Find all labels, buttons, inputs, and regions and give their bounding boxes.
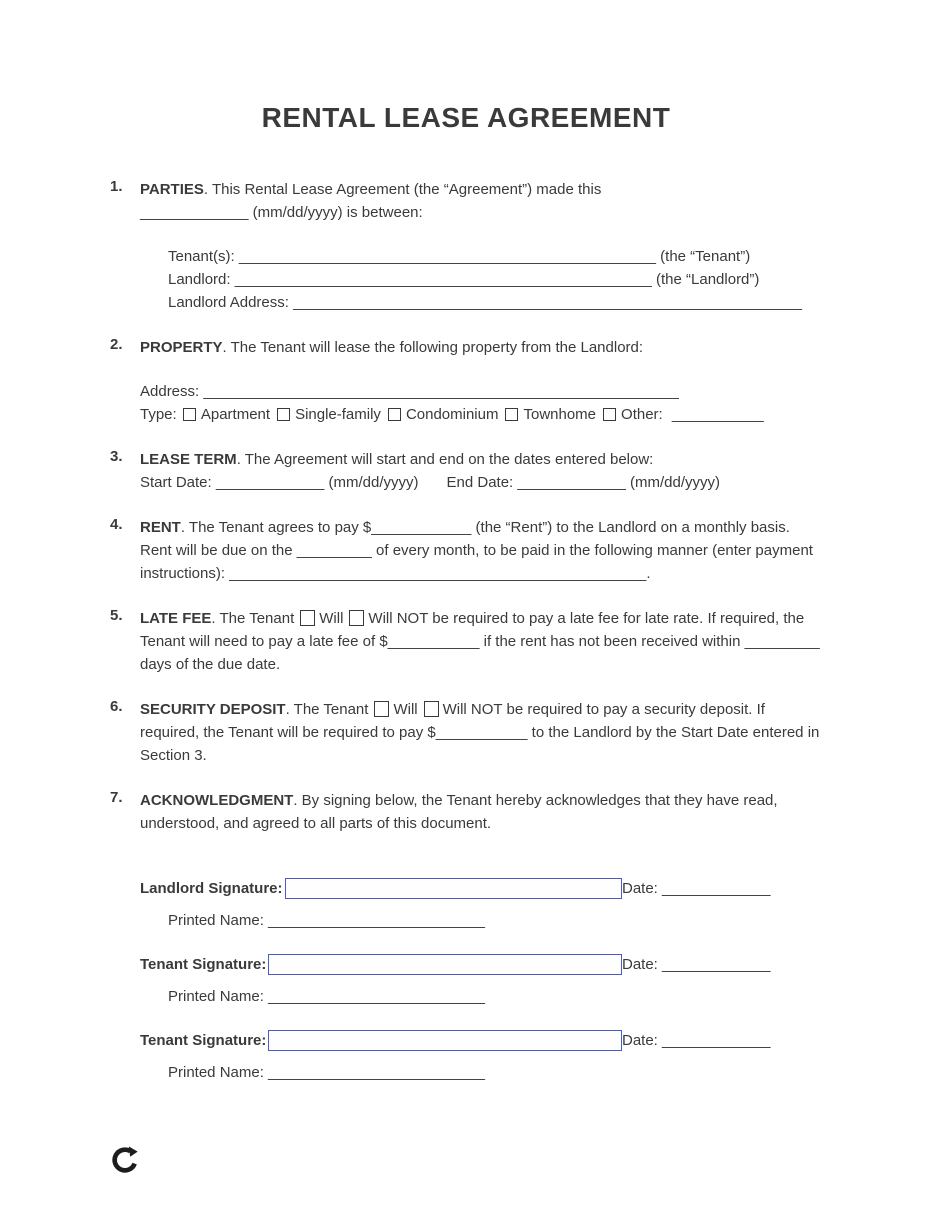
landlord-signature-row — [140, 877, 822, 900]
signature-group-tenant-2 — [140, 1029, 822, 1084]
late-fee-will-label: Will — [319, 610, 344, 627]
late-fee-text-2: be required to pay a late fee for late rate. If required, the Tenant will need to pay a late fee of $ — [140, 610, 805, 650]
late-fee-text-1: . The Tenant — [211, 610, 295, 627]
late-fee-text-4: days of the due date. — [140, 656, 281, 673]
tenant-1-date-label: Date: — [622, 956, 663, 973]
parties-fields-block — [168, 245, 822, 314]
late-fee-text-3: if the rent has not been received within — [479, 633, 745, 650]
parties-heading: PARTIES — [140, 181, 204, 198]
agreement-date-blank: _____________ — [140, 204, 249, 221]
tenant-1-printed-name-row — [168, 985, 822, 1008]
landlord-date-label: Date: — [622, 880, 663, 897]
type-option-other — [601, 406, 667, 423]
late-fee-paragraph — [140, 607, 822, 676]
landlord-date — [622, 877, 770, 900]
start-date-blank: _____________ — [215, 474, 325, 491]
tenant-label: Tenant(s): — [168, 248, 239, 265]
rent-heading: RENT — [140, 519, 181, 536]
rent-amount-blank: ____________ — [371, 519, 472, 536]
property-address-blank: _________________________________________________________ — [203, 383, 679, 400]
landlord-label: Landlord: — [168, 271, 235, 288]
security-deposit-amount-blank: ___________ — [435, 724, 528, 741]
end-date-label: End Date: — [446, 474, 518, 491]
lease-dates-line — [140, 471, 822, 494]
rent-text-1: . The Tenant agrees to pay $ — [180, 519, 372, 536]
start-date-suffix: (mm/dd/yyyy) — [324, 474, 419, 491]
security-deposit-will-label: Will — [393, 701, 418, 718]
section-acknowledgment-number: 7. — [110, 789, 123, 806]
rent-text-4: . — [646, 565, 651, 582]
security-deposit-text-1: . The Tenant — [285, 701, 369, 718]
landlord-signature-left — [140, 877, 622, 900]
signature-group-tenant-1 — [140, 953, 822, 1008]
tenant-2-signature-left — [140, 1029, 622, 1052]
single-family-checkbox[interactable] — [277, 408, 290, 421]
acknowledgment-text: . By signing below, the Tenant hereby acknowledges that they have read, understood, and agreed to all parts of this document. — [140, 792, 778, 832]
landlord-suffix: (the “Landlord”) — [651, 271, 760, 288]
section-rent — [110, 516, 822, 585]
logo-container — [110, 1145, 822, 1179]
other-label: Other: — [621, 406, 667, 423]
tenant-1-signature-field[interactable] — [268, 954, 622, 975]
tenant-1-date — [622, 953, 770, 976]
section-security-deposit-number: 6. — [110, 698, 123, 715]
other-checkbox[interactable] — [603, 408, 616, 421]
tenant-2-printed-name-label: Printed Name: — [168, 1064, 269, 1081]
end-date-suffix: (mm/dd/yyyy) — [625, 474, 721, 491]
late-fee-will-not-checkbox[interactable] — [349, 610, 364, 626]
landlord-printed-name-row — [168, 909, 822, 932]
section-security-deposit — [110, 698, 822, 767]
rent-due-day-blank: _________ — [296, 542, 372, 559]
rent-text-2: (the “Rent”) to the Landlord on a monthly basis. Rent will be due on the — [140, 519, 790, 559]
start-date-label: Start Date: — [140, 474, 216, 491]
rent-paragraph — [140, 516, 822, 585]
section-lease-term — [110, 448, 822, 494]
landlord-address-line — [168, 291, 822, 314]
tenant-name-blank: __________________________________________________ — [238, 248, 656, 265]
signatures-gutter — [110, 877, 140, 1105]
circular-arrow-icon — [110, 1145, 140, 1175]
landlord-signature-field[interactable] — [285, 878, 623, 899]
tenant-1-signature-left — [140, 953, 622, 976]
section-property — [110, 336, 822, 426]
acknowledgment-paragraph — [140, 789, 822, 835]
lease-term-intro-line — [140, 448, 822, 471]
signatures-block — [110, 877, 822, 1105]
landlord-printed-name-label: Printed Name: — [168, 912, 269, 929]
tenant-2-date-label: Date: — [622, 1032, 663, 1049]
property-heading: PROPERTY — [140, 339, 223, 356]
property-intro-text: . The Tenant will lease the following property from the Landlord: — [222, 339, 644, 356]
tenant-1-printed-name-label: Printed Name: — [168, 988, 269, 1005]
property-intro-line — [140, 336, 822, 359]
landlord-address-label: Landlord Address: — [168, 294, 294, 311]
page-title: RENTAL LEASE AGREEMENT — [261, 102, 671, 133]
landlord-signature-label: Landlord Signature: — [140, 880, 283, 897]
townhome-checkbox[interactable] — [505, 408, 518, 421]
property-address-line — [140, 380, 822, 403]
tenant-line — [168, 245, 822, 268]
section-late-fee — [110, 607, 822, 676]
security-deposit-will-not-label: Will NOT — [442, 701, 503, 718]
section-lease-term-number: 3. — [110, 448, 123, 465]
type-option-condominium — [386, 406, 499, 423]
tenant-2-signature-row — [140, 1029, 822, 1052]
lease-term-heading: LEASE TERM — [140, 451, 237, 468]
tenant-1-date-blank: _____________ — [662, 956, 771, 973]
lease-term-intro-text: . The Agreement will start and end on the dates entered below: — [236, 451, 654, 468]
property-fields-block — [140, 380, 822, 426]
tenant-2-printed-name-row — [168, 1061, 822, 1084]
payment-instructions-blank: __________________________________________________ — [229, 565, 647, 582]
tenant-1-signature-row — [140, 953, 822, 976]
townhome-label: Townhome — [523, 406, 597, 423]
late-fee-will-checkbox[interactable] — [300, 610, 315, 626]
security-deposit-text-3: to the Landlord by the Start Date entered in Section 3. — [140, 724, 820, 764]
tenant-suffix: (the “Tenant”) — [656, 248, 751, 265]
late-fee-amount-blank: ___________ — [387, 633, 480, 650]
landlord-date-blank: _____________ — [662, 880, 771, 897]
rent-text-3: of every month, to be paid in the following manner (enter payment instructions): — [140, 542, 813, 582]
landlord-printed-name-blank: __________________________ — [268, 912, 485, 929]
end-date-blank: _____________ — [517, 474, 626, 491]
tenant-1-signature-label: Tenant Signature: — [140, 956, 267, 973]
other-type-blank: ___________ — [671, 406, 764, 423]
security-deposit-heading: SECURITY DEPOSIT — [140, 701, 286, 718]
landlord-name-blank: __________________________________________________ — [234, 271, 652, 288]
condominium-checkbox[interactable] — [388, 408, 401, 421]
type-option-apartment — [181, 406, 270, 423]
security-deposit-text-2: be required to pay a security deposit. If required, the Tenant will be required to pay $ — [140, 701, 765, 741]
tenant-2-printed-name-blank: __________________________ — [268, 1064, 485, 1081]
security-deposit-will-not-checkbox[interactable] — [424, 701, 439, 717]
section-parties — [110, 178, 822, 314]
property-type-line — [140, 403, 822, 426]
type-option-townhome — [503, 406, 596, 423]
section-property-number: 2. — [110, 336, 123, 353]
parties-intro-text-2: (mm/dd/yyyy) is between: — [248, 204, 423, 221]
type-option-single-family — [275, 406, 381, 423]
landlord-line — [168, 268, 822, 291]
late-fee-heading: LATE FEE — [140, 610, 212, 627]
tenant-2-signature-label: Tenant Signature: — [140, 1032, 267, 1049]
security-deposit-will-checkbox[interactable] — [374, 701, 389, 717]
tenant-2-signature-field[interactable] — [268, 1030, 622, 1051]
property-address-label: Address: — [140, 383, 204, 400]
signature-group-landlord — [140, 877, 822, 932]
section-parties-number: 1. — [110, 178, 123, 195]
apartment-label: Apartment — [200, 406, 271, 423]
property-type-label: Type: — [140, 406, 181, 423]
section-acknowledgment — [110, 789, 822, 835]
condominium-label: Condominium — [405, 406, 499, 423]
parties-intro-text: . This Rental Lease Agreement (the “Agreement”) made this — [203, 181, 602, 198]
single-family-label: Single-family — [295, 406, 381, 423]
tenant-2-date-blank: _____________ — [662, 1032, 771, 1049]
security-deposit-paragraph — [140, 698, 822, 767]
section-late-fee-number: 5. — [110, 607, 123, 624]
acknowledgment-heading: ACKNOWLEDGMENT — [140, 792, 294, 809]
tenant-1-printed-name-blank: __________________________ — [268, 988, 485, 1005]
apartment-checkbox[interactable] — [183, 408, 196, 421]
parties-intro-line — [140, 178, 822, 224]
late-fee-will-not-label: Will NOT — [368, 610, 429, 627]
landlord-address-blank: _____________________________________________________________ — [293, 294, 802, 311]
tenant-2-date — [622, 1029, 770, 1052]
section-rent-number: 4. — [110, 516, 123, 533]
late-fee-days-blank: _________ — [744, 633, 820, 650]
